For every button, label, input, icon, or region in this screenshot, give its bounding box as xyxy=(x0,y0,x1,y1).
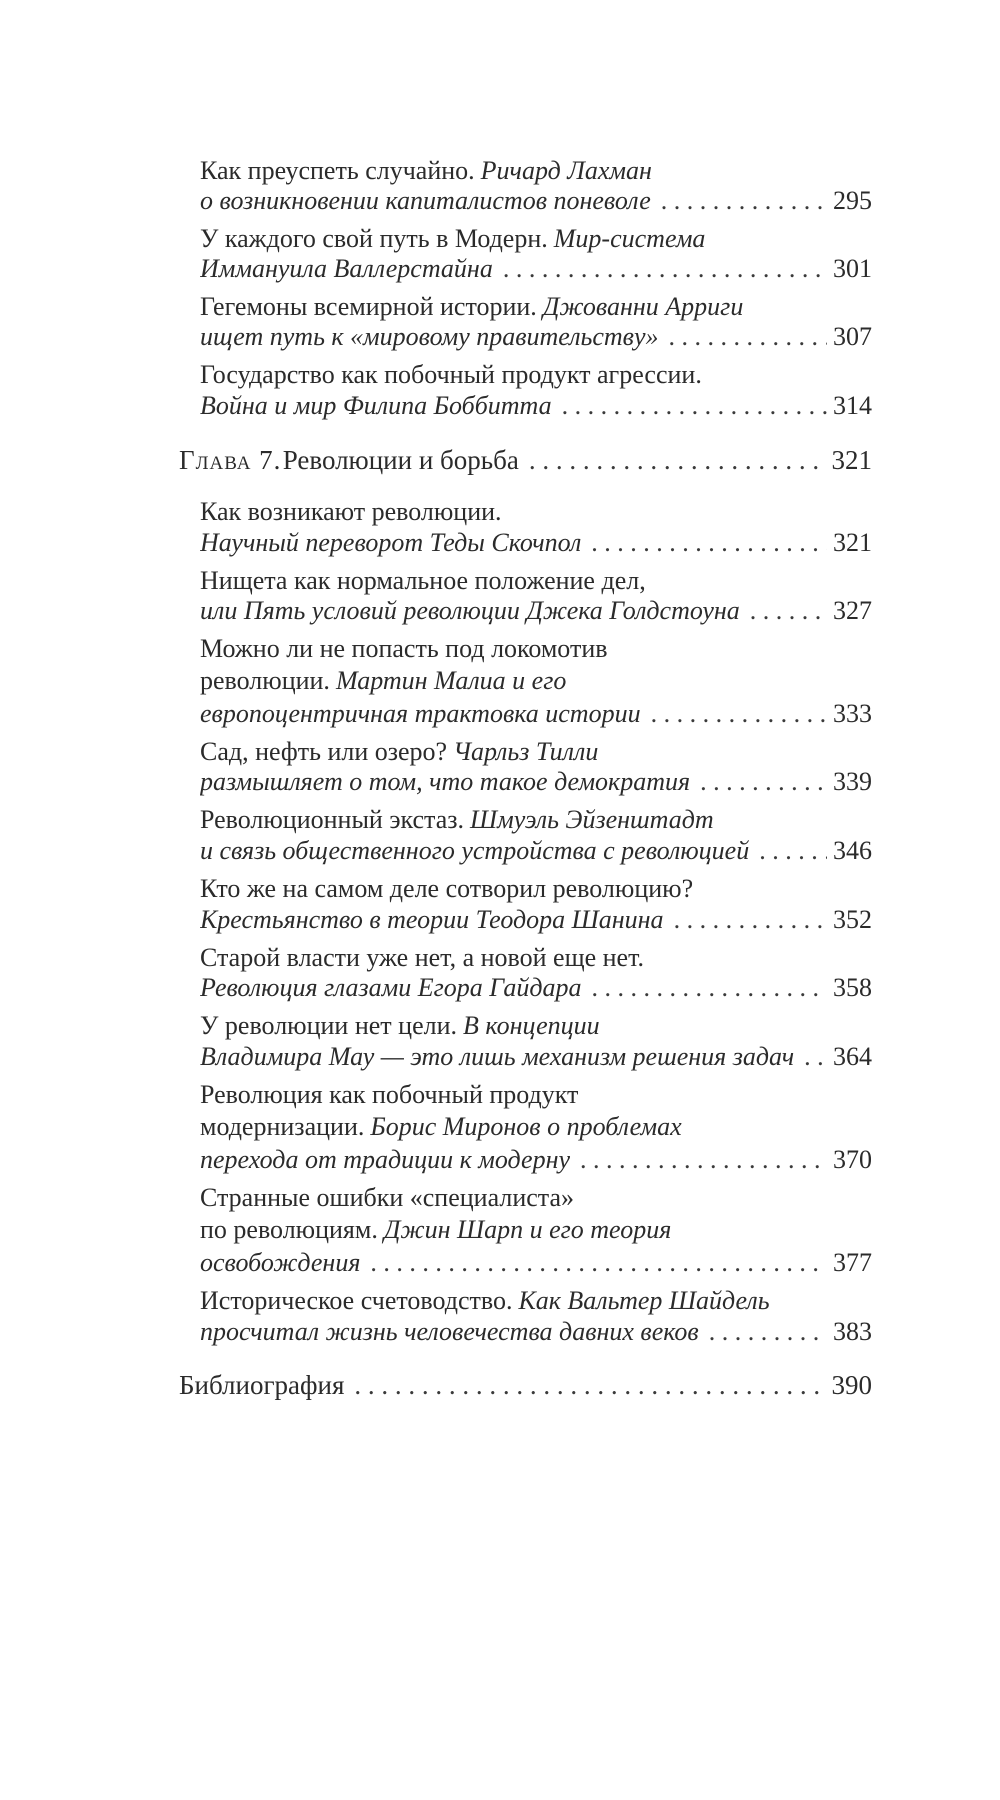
toc-entry-4-line-2[interactable] xyxy=(200,389,872,423)
toc-entry-subtitle: европоцентричная трактовка истории xyxy=(200,699,641,728)
toc-entry-title: Как преуспеть случайно. xyxy=(200,156,475,185)
toc-page-number: 370 xyxy=(833,1145,872,1174)
toc-entry-2-line-2[interactable] xyxy=(200,252,872,286)
toc-page-number: 364 xyxy=(833,1042,872,1071)
leader-dots xyxy=(651,697,827,731)
toc-entry-14-line-3[interactable] xyxy=(200,1246,872,1280)
toc-page-number: 333 xyxy=(833,699,872,728)
toc-entry-12-line-1 xyxy=(200,1009,872,1043)
toc-page-number: 390 xyxy=(831,1370,872,1400)
toc-entry-8-line-1 xyxy=(200,735,872,769)
toc-entry-title: Гегемоны всемирной истории. xyxy=(200,292,537,321)
toc-entry-7-line-1 xyxy=(200,632,872,666)
leader-dots xyxy=(591,526,827,560)
leader-dots xyxy=(669,320,827,354)
toc-entry-title: Нищета как нормальное положение дел, xyxy=(200,566,646,595)
toc-page-number: 358 xyxy=(833,973,872,1002)
toc-entry-title: модернизации. xyxy=(200,1112,365,1141)
toc-entry-author: Борис Миронов о проблемах xyxy=(370,1112,682,1141)
toc-bibliography[interactable] xyxy=(179,1368,872,1402)
leader-dots xyxy=(580,1143,827,1177)
toc-entry-subtitle: Научный переворот Теды Скочпол xyxy=(200,528,582,557)
toc-entry-subtitle: или Пять условий революции Джека Голдстоуна xyxy=(200,596,740,625)
toc-entry-title: У каждого свой путь в Модерн. xyxy=(200,224,548,253)
chapter-title: Революции и борьба xyxy=(282,445,519,475)
leader-dots xyxy=(370,1246,827,1280)
toc-entry-title: Революция как побочный продукт xyxy=(200,1080,579,1109)
toc-entry-subtitle: перехода от традиции к модерну xyxy=(200,1145,571,1174)
toc-entry-15-line-1 xyxy=(200,1284,872,1318)
toc-entry-13-line-3[interactable] xyxy=(200,1143,872,1177)
toc-entry-author: Шмуэль Эйзенштадт xyxy=(470,805,714,834)
bibliography-title: Библиография xyxy=(179,1370,345,1400)
toc-entry-title: У революции нет цели. xyxy=(200,1011,458,1040)
toc-page-number: 377 xyxy=(833,1248,872,1277)
toc-entry-author: Мартин Малиа и его xyxy=(335,666,567,695)
toc-entry-title: Революционный экстаз. xyxy=(200,805,465,834)
toc-entry-title: Старой власти уже нет, а новой еще нет. xyxy=(200,943,645,972)
toc-entry-5-line-1 xyxy=(200,495,872,529)
leader-dots xyxy=(503,252,827,286)
toc-page-number: 295 xyxy=(833,186,872,215)
toc-entry-13-line-2 xyxy=(200,1110,872,1144)
toc-entry-title: Кто же на самом деле сотворил революцию? xyxy=(200,874,694,903)
leader-dots xyxy=(529,443,826,477)
toc-entry-title: Сад, нефть или озеро? xyxy=(200,737,448,766)
toc-entry-2-line-1 xyxy=(200,222,872,256)
toc-entry-14-line-1 xyxy=(200,1181,872,1215)
toc-entry-title: по революциям. xyxy=(200,1215,378,1244)
toc-page-number: 339 xyxy=(833,767,872,796)
toc-page-number: 321 xyxy=(831,445,872,475)
toc-entry-9-line-2[interactable] xyxy=(200,834,872,868)
toc-entry-3-line-1 xyxy=(200,290,872,324)
toc-entry-11-line-1 xyxy=(200,941,872,975)
toc-entry-title: революции. xyxy=(200,666,330,695)
toc-entry-title: Историческое счетоводство. xyxy=(200,1286,513,1315)
toc-entry-10-line-2[interactable] xyxy=(200,903,872,937)
toc-entry-15-line-2[interactable] xyxy=(200,1315,872,1349)
toc-page-number: 307 xyxy=(833,322,872,351)
toc-entry-8-line-2[interactable] xyxy=(200,765,872,799)
toc-entry-5-line-2[interactable] xyxy=(200,526,872,560)
toc-entry-6-line-2[interactable] xyxy=(200,594,872,628)
toc-entry-10-line-1 xyxy=(200,872,872,906)
toc-entry-14-line-2 xyxy=(200,1213,872,1247)
toc-entry-author: Чарльз Тилли xyxy=(453,737,599,766)
toc-entry-title: Государство как побочный продукт агрессии. xyxy=(200,360,702,389)
leader-dots xyxy=(700,765,827,799)
toc-entry-title: Странные ошибки «специалиста» xyxy=(200,1183,575,1212)
toc-entry-title: Можно ли не попасть под локомотив xyxy=(200,634,608,663)
toc-entry-subtitle: о возникновении капиталистов поневоле xyxy=(200,186,651,215)
toc-entry-author: Джованни Арриги xyxy=(542,292,744,321)
toc-entry-author: Мир-система xyxy=(553,224,706,253)
toc-entry-3-line-2[interactable] xyxy=(200,320,872,354)
toc-entry-7-line-3[interactable] xyxy=(200,697,872,731)
toc-entry-subtitle: и связь общественного устройства с революцией xyxy=(200,836,750,865)
toc-page-number: 321 xyxy=(833,528,872,557)
leader-dots xyxy=(354,1368,825,1402)
toc-entry-subtitle: Революция глазами Егора Гайдара xyxy=(200,973,582,1002)
toc-entry-subtitle: ищет путь к «мировому правительству» xyxy=(200,322,659,351)
toc-entry-title: Как возникают революции. xyxy=(200,497,502,526)
toc-entry-7-line-2 xyxy=(200,664,872,698)
toc-entry-12-line-2[interactable] xyxy=(200,1040,872,1074)
toc-entry-9-line-1 xyxy=(200,803,872,837)
leader-dots xyxy=(674,903,827,937)
toc-entry-13-line-1 xyxy=(200,1078,872,1112)
toc-entry-subtitle: просчитал жизнь человечества давних веков xyxy=(200,1317,699,1346)
toc-entry-1-line-2[interactable] xyxy=(200,184,872,218)
toc-entry-subtitle: Война и мир Филипа Боббитта xyxy=(200,391,552,420)
leader-dots xyxy=(804,1040,827,1074)
toc-page-number: 352 xyxy=(833,905,872,934)
toc-entry-4-line-1 xyxy=(200,358,872,392)
toc-entry-subtitle: размышляет о том, что такое демократия xyxy=(200,767,691,796)
leader-dots xyxy=(661,184,827,218)
toc-entry-subtitle: освобождения xyxy=(200,1248,361,1277)
toc-entry-author: Ричард Лахман xyxy=(480,156,652,185)
toc-entry-11-line-2[interactable] xyxy=(200,971,872,1005)
toc-entry-subtitle: Крестьянство в теории Теодора Шанина xyxy=(200,905,664,934)
toc-entry-subtitle: Иммануила Валлерстайна xyxy=(200,254,493,283)
leader-dots xyxy=(562,389,827,423)
toc-page-number: 383 xyxy=(833,1317,872,1346)
toc-page-number: 346 xyxy=(833,836,872,865)
chapter-label: Глава 7. xyxy=(179,445,282,475)
leader-dots xyxy=(750,594,827,628)
toc-page-number: 314 xyxy=(833,391,872,420)
toc-entry-author: Как Вальтер Шайдель xyxy=(518,1286,770,1315)
toc-chapter-7[interactable] xyxy=(179,443,872,477)
toc-page-number: 301 xyxy=(833,254,872,283)
leader-dots xyxy=(709,1315,827,1349)
toc-entry-author: В концепции xyxy=(463,1011,600,1040)
toc-entry-author: Джин Шарп и его теория xyxy=(383,1215,672,1244)
leader-dots xyxy=(759,834,827,868)
toc-entry-1-line-1 xyxy=(200,154,872,188)
toc-page-number: 327 xyxy=(833,596,872,625)
toc-entry-6-line-1 xyxy=(200,564,872,598)
leader-dots xyxy=(592,971,827,1005)
toc-entry-subtitle: Владимира Мау — это лишь механизм решения задач xyxy=(200,1042,795,1071)
